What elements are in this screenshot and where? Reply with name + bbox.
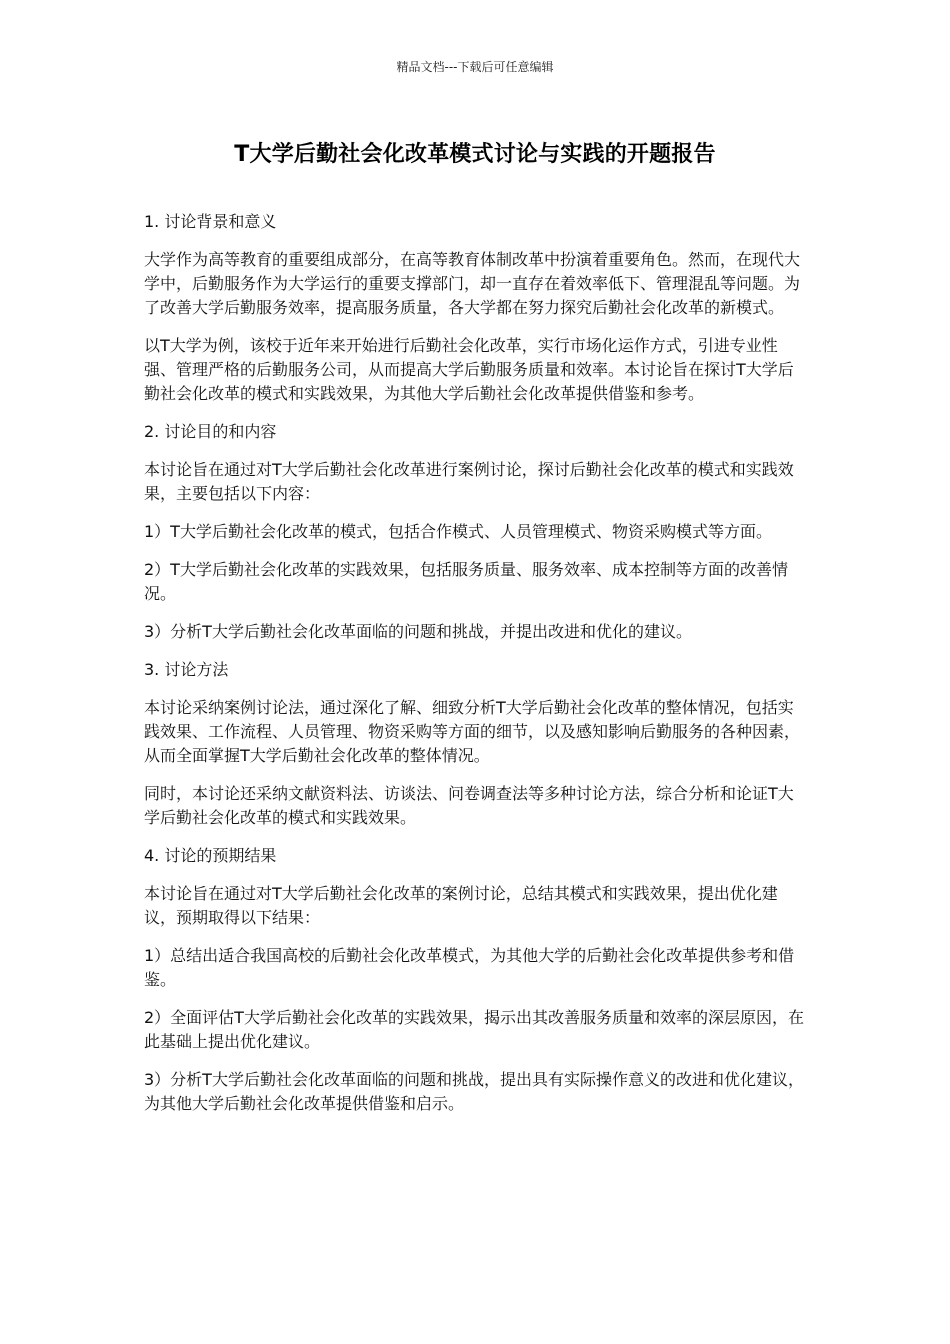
section-heading-background: 1. 讨论背景和意义	[144, 212, 277, 231]
list-item: 3）分析T大学后勤社会化改革面临的问题和挑战，并提出改进和优化的建议。	[144, 622, 692, 641]
list-item: 2）全面评估T大学后勤社会化改革的实践效果，揭示出其改善服务质量和效率的深层原因，在此基础上提出优化建议。	[144, 1008, 804, 1051]
list-item: 3）分析T大学后勤社会化改革面临的问题和挑战，提出具有实际操作意义的改进和优化建议，为其他大学后勤社会化改革提供借鉴和启示。	[144, 1070, 804, 1113]
section-heading-method: 3. 讨论方法	[144, 660, 229, 679]
section-heading-expected-results: 4. 讨论的预期结果	[144, 846, 277, 865]
paragraph: 以T大学为例，该校于近年来开始进行后勤社会化改革，实行市场化运作方式，引进专业性强、管理严格的后勤服务公司，从而提高大学后勤服务质量和效率。本讨论旨在探讨T大学后勤社会化改革的模式和实践效果，为其他大学后勤社会化改革提供借鉴和参考。	[144, 336, 794, 403]
paragraph: 同时，本讨论还采纳文献资料法、访谈法、问卷调查法等多种讨论方法，综合分析和论证T大学后勤社会化改革的模式和实践效果。	[144, 784, 794, 827]
paragraph: 大学作为高等教育的重要组成部分，在高等教育体制改革中扮演着重要角色。然而，在现代大学中，后勤服务作为大学运行的重要支撑部门，却一直存在着效率低下、管理混乱等问题。为了改善大学后勤服务效率，提高服务质量，各大学都在努力探究后勤社会化改革的新模式。	[144, 250, 801, 317]
list-item: 2）T大学后勤社会化改革的实践效果，包括服务质量、服务效率、成本控制等方面的改善情况。	[144, 560, 788, 603]
paragraph: 本讨论采纳案例讨论法，通过深化了解、细致分析T大学后勤社会化改革的整体情况，包括实践效果、工作流程、人员管理、物资采购等方面的细节，以及感知影响后勤服务的各种因素，从而全面掌握T大学后勤社会化改革的整体情况。	[144, 698, 801, 765]
document-body	[144, 210, 808, 1130]
paragraph: 本讨论旨在通过对T大学后勤社会化改革的案例讨论，总结其模式和实践效果，提出优化建议，预期取得以下结果：	[144, 884, 778, 927]
section-heading-purpose: 2. 讨论目的和内容	[144, 422, 277, 441]
header-note: 精品文档---下载后可任意编辑	[396, 60, 554, 74]
list-item: 1）T大学后勤社会化改革的模式，包括合作模式、人员管理模式、物资采购模式等方面。	[144, 522, 772, 541]
document-title: T大学后勤社会化改革模式讨论与实践的开题报告	[234, 142, 716, 167]
list-item: 1）总结出适合我国高校的后勤社会化改革模式，为其他大学的后勤社会化改革提供参考和借鉴。	[144, 946, 795, 989]
paragraph: 本讨论旨在通过对T大学后勤社会化改革进行案例讨论，探讨后勤社会化改革的模式和实践效果，主要包括以下内容：	[144, 460, 794, 503]
